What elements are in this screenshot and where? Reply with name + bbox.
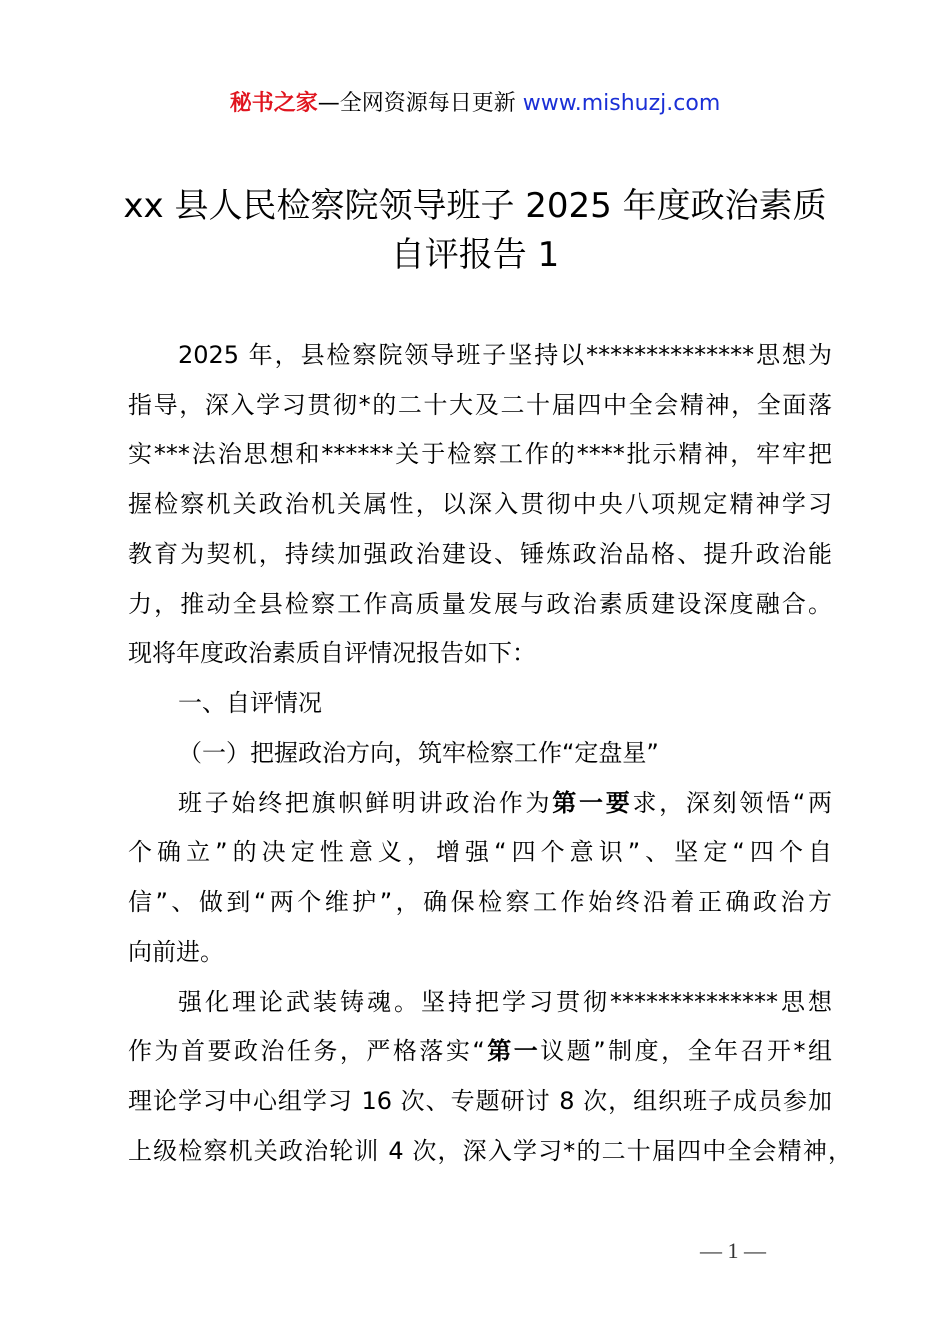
paragraph-line: 强化理论武装铸魂。坚持把学习贯彻**************思想 [178, 988, 832, 1016]
site-banner [0, 88, 950, 120]
document-title-line-1: xx 县人民检察院领导班子 2025 年度政治素质 [123, 186, 827, 226]
banner-slogan: —全网资源每日更新 [317, 91, 523, 116]
paragraph-line: 握检察机关政治机关属性，以深入贯彻中央八项规定精神学习 [128, 490, 832, 518]
document-title-line-2: 自评报告 1 [390, 235, 560, 275]
paragraph-line: 向前进。 [128, 938, 224, 966]
paragraph-line: 个确立”的决定性意义，增强“四个意识”、坚定“四个自 [128, 838, 832, 866]
paragraph-line: 上级检察机关政治轮训 4 次，深入学习*的二十届四中全会精神， [128, 1137, 852, 1165]
paragraph-line: 2025 年，县检察院领导班子坚持以**************思想为 [178, 341, 832, 369]
section-heading: 一、自评情况 [178, 689, 322, 717]
text: 求，深刻领悟“两 [632, 789, 833, 817]
page-number: — 1 — [700, 1238, 766, 1263]
paragraph-line: 教育为契机，持续加强政治建设、锤炼政治品格、提升政治能 [128, 540, 832, 568]
paragraph-line: 现将年度政治素质自评情况报告如下： [128, 639, 536, 667]
text: 议题”制度，全年召开*组 [540, 1037, 833, 1065]
paragraph-line: 理论学习中心组学习 16 次、专题研讨 8 次，组织班子成员参加 [128, 1087, 832, 1115]
paragraph-line: 指导，深入学习贯彻*的二十大及二十届四中全会精神，全面落 [128, 391, 832, 419]
paragraph-line: 信”、做到“两个维护”，确保检察工作始终沿着正确政治方 [128, 888, 832, 916]
text: 班子始终把旗帜鲜明讲政治作为 [178, 789, 553, 817]
paragraph-line: 力，推动全县检察工作高质量发展与政治素质建设深度融合。 [128, 590, 832, 618]
paragraph-line [178, 786, 832, 820]
subsection-heading: （一）把握政治方向，筑牢检察工作“定盘星” [178, 739, 659, 767]
paragraph-line: 实***法治思想和******关于检察工作的****批示精神，牢牢把 [128, 440, 832, 468]
bold-text: 第一 [484, 1037, 541, 1065]
paragraph-line [128, 1034, 832, 1068]
text: 作为首要政治任务，严格落实“ [128, 1037, 485, 1065]
banner-brand: 秘书之家 [229, 91, 318, 116]
banner-url-link[interactable]: www.mishuzj.com [522, 91, 721, 116]
bold-text: 第一要 [552, 789, 633, 817]
